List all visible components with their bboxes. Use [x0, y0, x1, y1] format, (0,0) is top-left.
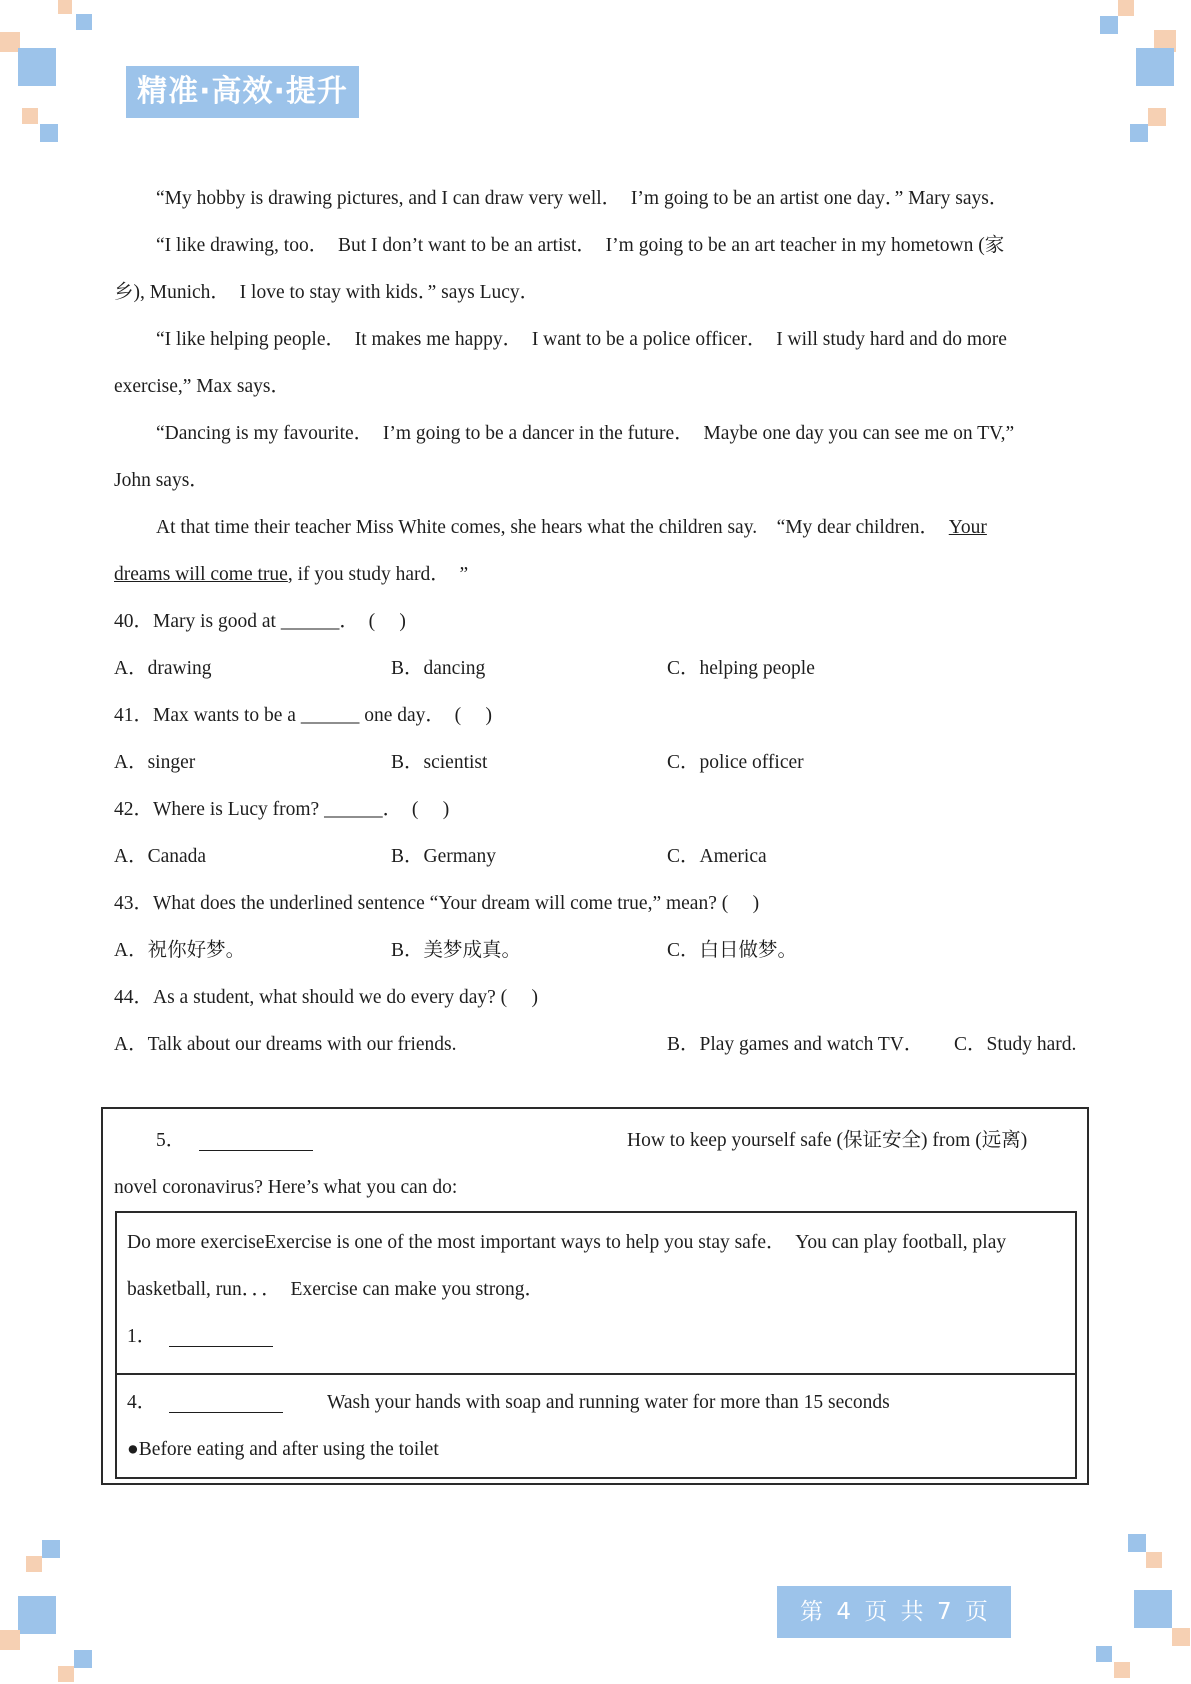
bullet-line: ●Before eating and after using the toilet [127, 1439, 439, 1460]
box-text-line: Do more exerciseExercise is one of the most important ways to help you stay safe． You can play football, play [127, 1232, 1007, 1253]
passage-line: “I like drawing, too． But I don’t want to be an artist． I’m going to be an art teacher in my hometown (家 [156, 235, 1005, 256]
question-options [114, 927, 1084, 974]
question-stem: 42．Where is Lucy from? ______． ( ) [114, 799, 450, 820]
blank-number: 1． [127, 1326, 157, 1347]
box-title: How to keep yourself safe (保证安全) from (远离) [627, 1130, 1028, 1151]
question-options [114, 739, 1084, 786]
option-a: A．singer [114, 752, 196, 773]
option-a: A．Talk about our dreams with our friends. [114, 1034, 457, 1055]
passage-line: 乡), Munich． I love to stay with kids．” says Lucy． [114, 282, 540, 303]
passage-line: exercise,” Max says． [114, 376, 290, 397]
question-stem: 40．Mary is good at ______． ( ) [114, 611, 406, 632]
corner-decoration [0, 0, 110, 150]
option-b: B．美梦成真。 [391, 940, 522, 961]
option-a: A．祝你好梦。 [114, 940, 246, 961]
box-text: Wash your hands with soap and running water for more than 15 seconds [327, 1392, 890, 1413]
option-a: A．Canada [114, 846, 207, 867]
question-stem: 44．As a student, what should we do every day? ( ) [114, 987, 539, 1008]
box-title-line [103, 1117, 1087, 1164]
passage-line: At that time their teacher Miss White comes, she hears what the children say. “My dear children． Your [156, 517, 987, 538]
corner-decoration [0, 1530, 110, 1684]
reading-box [101, 1107, 1089, 1485]
inner-box-exercise [115, 1211, 1077, 1375]
passage-line: dreams will come true, if you study hard． ” [114, 564, 469, 585]
question-options [114, 645, 1084, 692]
passage-and-questions [114, 175, 1084, 1068]
passage-line: “Dancing is my favourite． I’m going to be a dancer in the future． Maybe one day you can see me on TV,” [156, 423, 1015, 444]
option-a: A．drawing [114, 658, 212, 679]
option-b: B．Germany [391, 846, 497, 867]
box-intro: novel coronavirus? Here’s what you can do: [114, 1177, 458, 1198]
answer-blank [199, 1130, 313, 1151]
option-c: C．America [667, 846, 767, 867]
box-text-line [117, 1379, 1075, 1426]
underlined-sentence: Your [948, 517, 987, 538]
page-number: 第 4 页 共 7 页 [777, 1586, 1011, 1638]
inner-box-handwashing [115, 1373, 1077, 1479]
question-stem: 43．What does the underlined sentence “Your dream will come true,” mean? ( ) [114, 893, 760, 914]
option-c: C．白日做梦。 [667, 940, 798, 961]
blank-number: 5． [156, 1130, 186, 1151]
option-b: B．dancing [391, 658, 486, 679]
option-c: C．helping people [667, 658, 815, 679]
answer-blank [169, 1326, 273, 1347]
option-c: C．Study hard. [954, 1034, 1077, 1055]
header-banner: 精准·高效·提升 [126, 66, 359, 118]
question-stem: 41．Max wants to be a ______ one day． ( ) [114, 705, 493, 726]
option-c: C．police officer [667, 752, 804, 773]
underlined-sentence: dreams will come true [114, 564, 288, 585]
blank-number: 4． [127, 1392, 157, 1413]
passage-line: “I like helping people． It makes me happy． I want to be a police officer． I will study hard and do more [156, 329, 1007, 350]
box-text-line: basketball, run．．． Exercise can make you strong． [127, 1279, 544, 1300]
box-blank-line [117, 1313, 1075, 1360]
corner-decoration [1090, 1530, 1191, 1684]
passage-line: John says． [114, 470, 209, 491]
question-options [114, 833, 1084, 880]
passage-line: “My hobby is drawing pictures, and I can draw very well． I’m going to be an artist one day．” Mary says． [156, 188, 1009, 209]
question-options [114, 1021, 1084, 1068]
option-b: B．scientist [391, 752, 488, 773]
answer-blank [169, 1392, 283, 1413]
corner-decoration [1090, 0, 1191, 150]
option-b: B．Play games and watch TV． [667, 1034, 924, 1055]
